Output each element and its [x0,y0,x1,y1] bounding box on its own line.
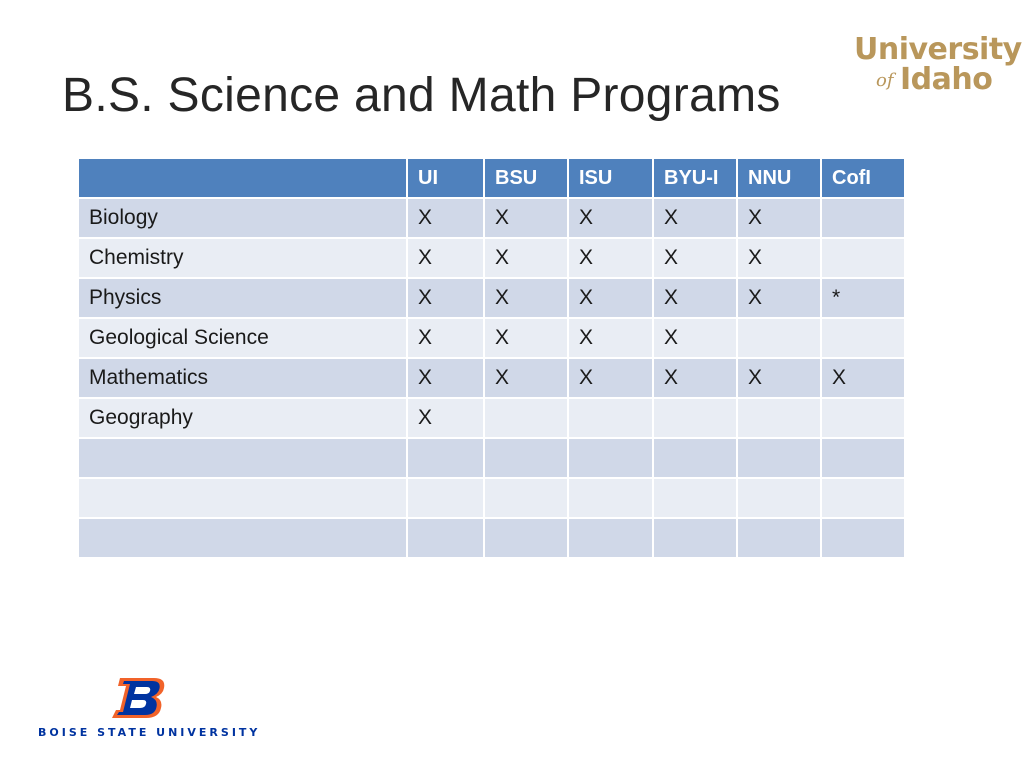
slide-title: B.S. Science and Math Programs [62,69,781,122]
header-cell-cofi: CofI [821,158,905,198]
table-cell [484,438,568,478]
table-row [78,398,905,438]
table-cell [653,478,737,518]
table-cell [821,198,905,238]
table-row [78,478,905,518]
table-cell: X [484,238,568,278]
table-row [78,318,905,358]
table-cell [737,318,821,358]
table-cell [821,398,905,438]
table-row [78,358,905,398]
table-cell [78,438,407,478]
table-cell: X [484,318,568,358]
logo-line-university: University [854,32,1022,67]
table-cell [821,238,905,278]
table-cell [484,398,568,438]
table-cell [78,518,407,558]
programs-table [77,157,906,559]
table-cell [407,438,484,478]
table-cell [78,478,407,518]
header-cell-isu: ISU [568,158,653,198]
table-cell [821,478,905,518]
table-cell: X [484,198,568,238]
table-cell: X [407,318,484,358]
table-cell [568,478,653,518]
table-cell: X [484,358,568,398]
logo-line-idaho: Idaho [900,62,993,97]
table-cell: X [407,278,484,318]
table-cell [568,398,653,438]
university-of-idaho-logo [852,32,1022,102]
table-row [78,438,905,478]
table-cell: X [737,198,821,238]
table-cell [484,518,568,558]
table-cell: Geography [78,398,407,438]
table-cell [568,438,653,478]
bsu-b-mark-icon [110,676,170,720]
table-cell: X [653,318,737,358]
table-cell: X [568,318,653,358]
table-cell: X [407,398,484,438]
table-cell: X [653,358,737,398]
table-cell [653,518,737,558]
table-cell [653,398,737,438]
table-cell: X [568,198,653,238]
table-cell [737,438,821,478]
table-cell: Physics [78,278,407,318]
table-row [78,198,905,238]
table-cell: X [568,358,653,398]
table-row [78,518,905,558]
table-cell [737,478,821,518]
boise-state-wordmark: BOISE STATE UNIVERSITY [38,726,261,739]
table-cell: Mathematics [78,358,407,398]
table-cell: X [484,278,568,318]
header-cell-program [78,158,407,198]
table-cell [653,438,737,478]
table-cell [737,518,821,558]
table-cell: X [737,278,821,318]
header-cell-bsu: BSU [484,158,568,198]
header-cell-nnu: NNU [737,158,821,198]
table-cell: Chemistry [78,238,407,278]
table-cell: X [653,278,737,318]
table-cell [821,438,905,478]
table-cell [737,398,821,438]
table-cell: X [407,238,484,278]
table-cell [821,518,905,558]
table-cell: X [568,238,653,278]
table-header-row [78,158,905,198]
table-cell [568,518,653,558]
table-cell: X [407,198,484,238]
table-cell [407,518,484,558]
header-cell-ui: UI [407,158,484,198]
table-cell: X [653,238,737,278]
table-cell: Biology [78,198,407,238]
table-cell [821,318,905,358]
boise-state-logo [38,676,261,746]
table-cell: * [821,278,905,318]
table-cell: X [568,278,653,318]
table-cell: X [737,358,821,398]
table-cell [407,478,484,518]
table-cell: X [737,238,821,278]
logo-word-of: of [876,70,894,91]
table-cell: X [407,358,484,398]
table-cell: X [653,198,737,238]
table-cell [484,478,568,518]
header-cell-byu-i: BYU-I [653,158,737,198]
table-row [78,278,905,318]
table-cell: X [821,358,905,398]
table-row [78,238,905,278]
table-cell: Geological Science [78,318,407,358]
